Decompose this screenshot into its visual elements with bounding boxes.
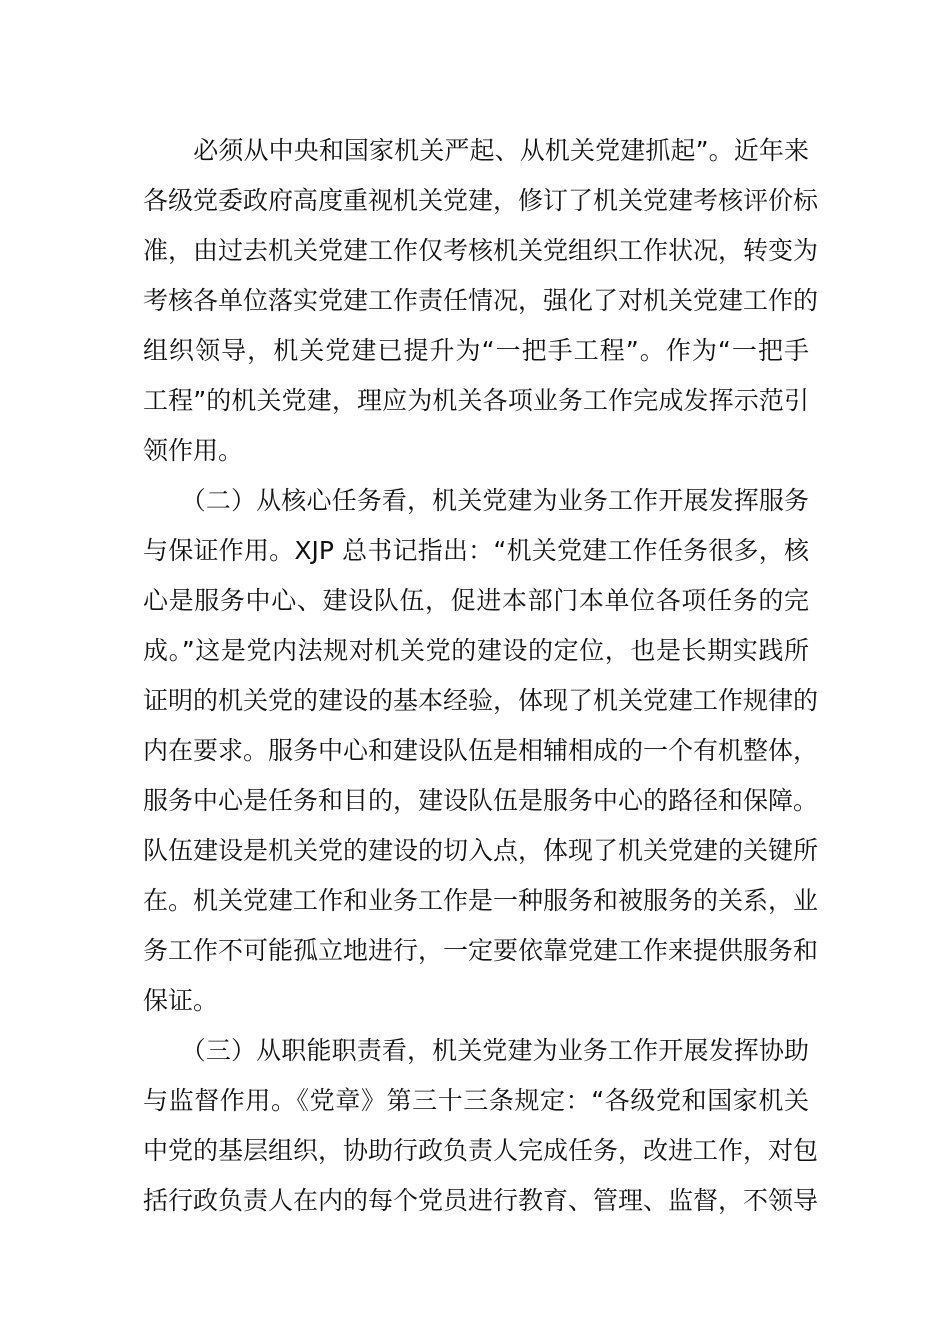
text-line: 保证。: [143, 986, 219, 1015]
text-line: 考核各单位落实党建工作责任情况，强化了对机关党建工作的: [143, 286, 819, 315]
text-line: 与保证作用。XJP 总书记指出：“机关党建工作任务很多，核: [143, 536, 809, 565]
text-line: 括行政负责人在内的每个党员进行教育、管理、监督，不领导: [143, 1186, 819, 1215]
text-line: 工程”的机关党建，理应为机关各项业务工作完成发挥示范引: [143, 386, 809, 415]
text-line: 各级党委政府高度重视机关党建，修订了机关党建考核评价标: [143, 186, 819, 215]
text-line: 成。”这是党内法规对机关党的建设的定位，也是长期实践所: [143, 636, 809, 665]
text-line: 在。机关党建工作和业务工作是一种服务和被服务的关系，业: [143, 886, 819, 915]
text-line: 心是服务中心、建设队伍，促进本部门本单位各项任务的完: [143, 586, 809, 615]
text-line: 队伍建设是机关党的建设的切入点，体现了机关党建的关键所: [143, 836, 819, 865]
text-line: 组织领导，机关党建已提升为“一把手工程”。作为“一把手: [143, 336, 809, 365]
text-line: 准，由过去机关党建工作仅考核机关党组织工作状况，转变为: [143, 236, 819, 265]
text-line: 服务中心是任务和目的，建设队伍是服务中心的路径和保障。: [143, 786, 819, 815]
text-line: 与监督作用。《党章》第三十三条规定：“各级党和国家机关: [143, 1086, 809, 1115]
text-line: 中党的基层组织，协助行政负责人完成任务，改进工作，对包: [143, 1136, 819, 1165]
text-line: 内在要求。服务中心和建设队伍是相辅相成的一个有机整体，: [143, 736, 819, 765]
text-line: 务工作不可能孤立地进行，一定要依靠党建工作来提供服务和: [143, 936, 819, 965]
body-text: [143, 126, 819, 1226]
text-line: （二）从核心任务看，机关党建为业务工作开展发挥服务: [143, 486, 809, 515]
text-line: （三）从职能职责看，机关党建为业务工作开展发挥协助: [143, 1036, 809, 1065]
text-line: 领作用。: [143, 436, 244, 465]
text-line: 证明的机关党的建设的基本经验，体现了机关党建工作规律的: [143, 686, 819, 715]
text-line: 必须从中央和国家机关严起、从机关党建抓起”。近年来: [143, 136, 809, 165]
